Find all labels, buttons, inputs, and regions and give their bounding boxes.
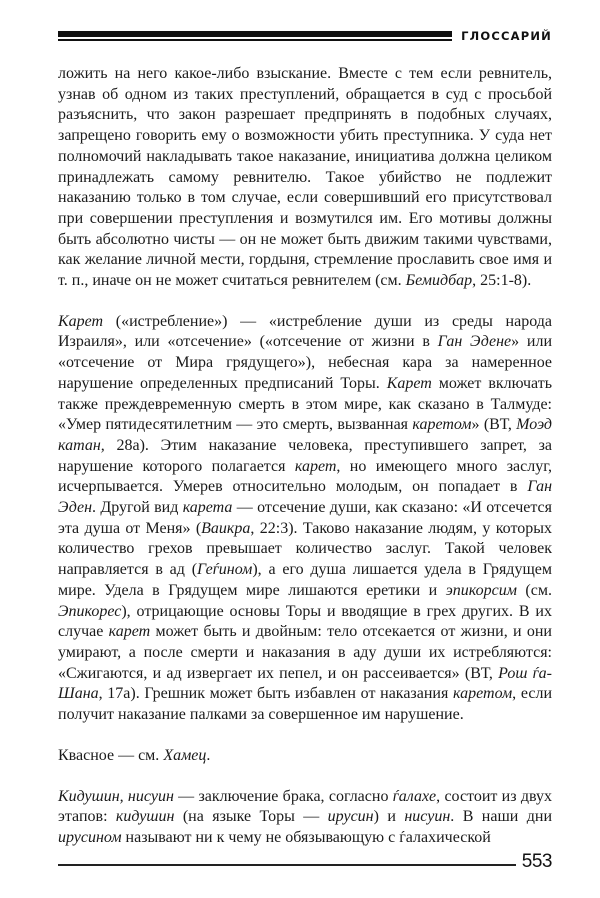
italic-term: ирусин bbox=[327, 808, 374, 826]
italic-term: Ваикра bbox=[201, 519, 251, 537]
running-header bbox=[58, 28, 552, 44]
italic-term: Ган Эден bbox=[58, 478, 552, 517]
italic-term: карет bbox=[108, 623, 151, 641]
entry-karet: Карет («истребление») — «истребление души из среды народа Израиля», или «отсечение» («отсечение от жизни в Ган Эдене» или «отсечение от Мира грядущего»), небесная кара за намеренное нарушение определенных предписаний Торы. Карет может включать также преждевременную смерть в этом мире, как сказано в Талмуде: «Умер пятидесятилетним — это смерть, вызванная каретом» (ВТ, Моэд катан, 28а). Этим наказание человека, преступившего запрет, за нарушение которого полагается карет, но имеющего много заслуг, исчерпывается. Умерев относительно молодым, он попадает в Ган Эден. Другой вид карета — отсечение души, как сказано: «И отсечется эта душа от Меня» (Ваикра, 22:3). Таково наказание людям, у которых количество грехов превышает количество заслуг. Такой человек направляется в ад (Геѓином), а его душа лишается удела в Грядущем мире. Удела в Грядущем мире лишаются еретики и эпикорсим (см. Эпикорес), отрицающие основы Торы и вводящие в грех других. В их случае карет может быть и двойным: тело отсекается от жизни, и они умирают, а после смерти и наказания в аду души их истребляются: «Сжигаются, и ад извергает их пепел, и он рассеивается» (ВТ, Рош ѓа-Шана, 17а). Грешник может быть избавлен от наказания каретом, если получит наказание палками за совершенное им нарушение. bbox=[58, 312, 553, 724]
running-title: ГЛОССАРИЙ bbox=[461, 29, 552, 43]
italic-term: Моэд катан, bbox=[58, 416, 552, 454]
page-number: 553 bbox=[521, 851, 552, 872]
italic-term: Бемидбар bbox=[405, 272, 473, 290]
italic-term: Рош ѓа-Шана bbox=[58, 664, 553, 703]
italic-term: карет bbox=[294, 457, 337, 475]
italic-term: ирусином bbox=[58, 828, 122, 846]
italic-term: Эпикорес bbox=[58, 602, 122, 620]
entry-kvasnoe: Квасное — см. Хамец. bbox=[58, 746, 211, 764]
italic-term: Геѓином bbox=[197, 561, 253, 579]
italic-term: Хамец bbox=[163, 746, 207, 764]
italic-term: эпикорсим bbox=[445, 581, 517, 599]
italic-term: Карет bbox=[386, 374, 432, 392]
italic-term: кидушин bbox=[115, 808, 175, 826]
italic-term: нисуин bbox=[404, 808, 451, 826]
italic-term: каретом bbox=[412, 416, 472, 434]
italic-term: Карет bbox=[58, 312, 104, 330]
header-thick-rule bbox=[58, 31, 452, 37]
italic-term: карета bbox=[182, 499, 233, 517]
italic-term: ѓалахе bbox=[392, 787, 437, 805]
footer-rule bbox=[58, 864, 516, 866]
entry-continuation: ложить на него какое-либо взыскание. Вместе с тем если ревнитель, узнав об одном из таких преступлений, обращается в суд с просьбой разъяснить, что закон разрешает предпринять в подобных случаях, запрещено говорить ему о возможности убить преступника. У суда нет полномочий накладывать такое наказание, инициатива должна целиком принадлежать самому ревнителю. Такое убийство не подлежит наказанию только в том случае, если совершивший его присутствовал при совершении преступления и возмутился им. Его мотивы должны быть абсолютно чисты — он не может быть движим такими чувствами, как желание личной мести, гордыня, стремление прославить свое имя и т. п., иначе он не может считаться ревнителем (см. Бемидбар, 25:1-8). bbox=[58, 65, 552, 290]
header-thin-rule bbox=[58, 39, 452, 41]
italic-term: каретом bbox=[453, 685, 513, 703]
page-footer bbox=[58, 850, 552, 874]
italic-term: Ган Эдене bbox=[437, 333, 512, 351]
glossary-body bbox=[58, 64, 552, 869]
italic-term: Кидушин, нисуин bbox=[58, 787, 174, 805]
entry-kidushin: Кидушин, нисуин — заключение брака, согласно ѓалахе, состоит из двух этапов: кидушин (на языке Торы — ирусин) и нисуин. В наши дни ирусином называют ни к чему не обязывающую с ѓалахической bbox=[58, 787, 553, 846]
